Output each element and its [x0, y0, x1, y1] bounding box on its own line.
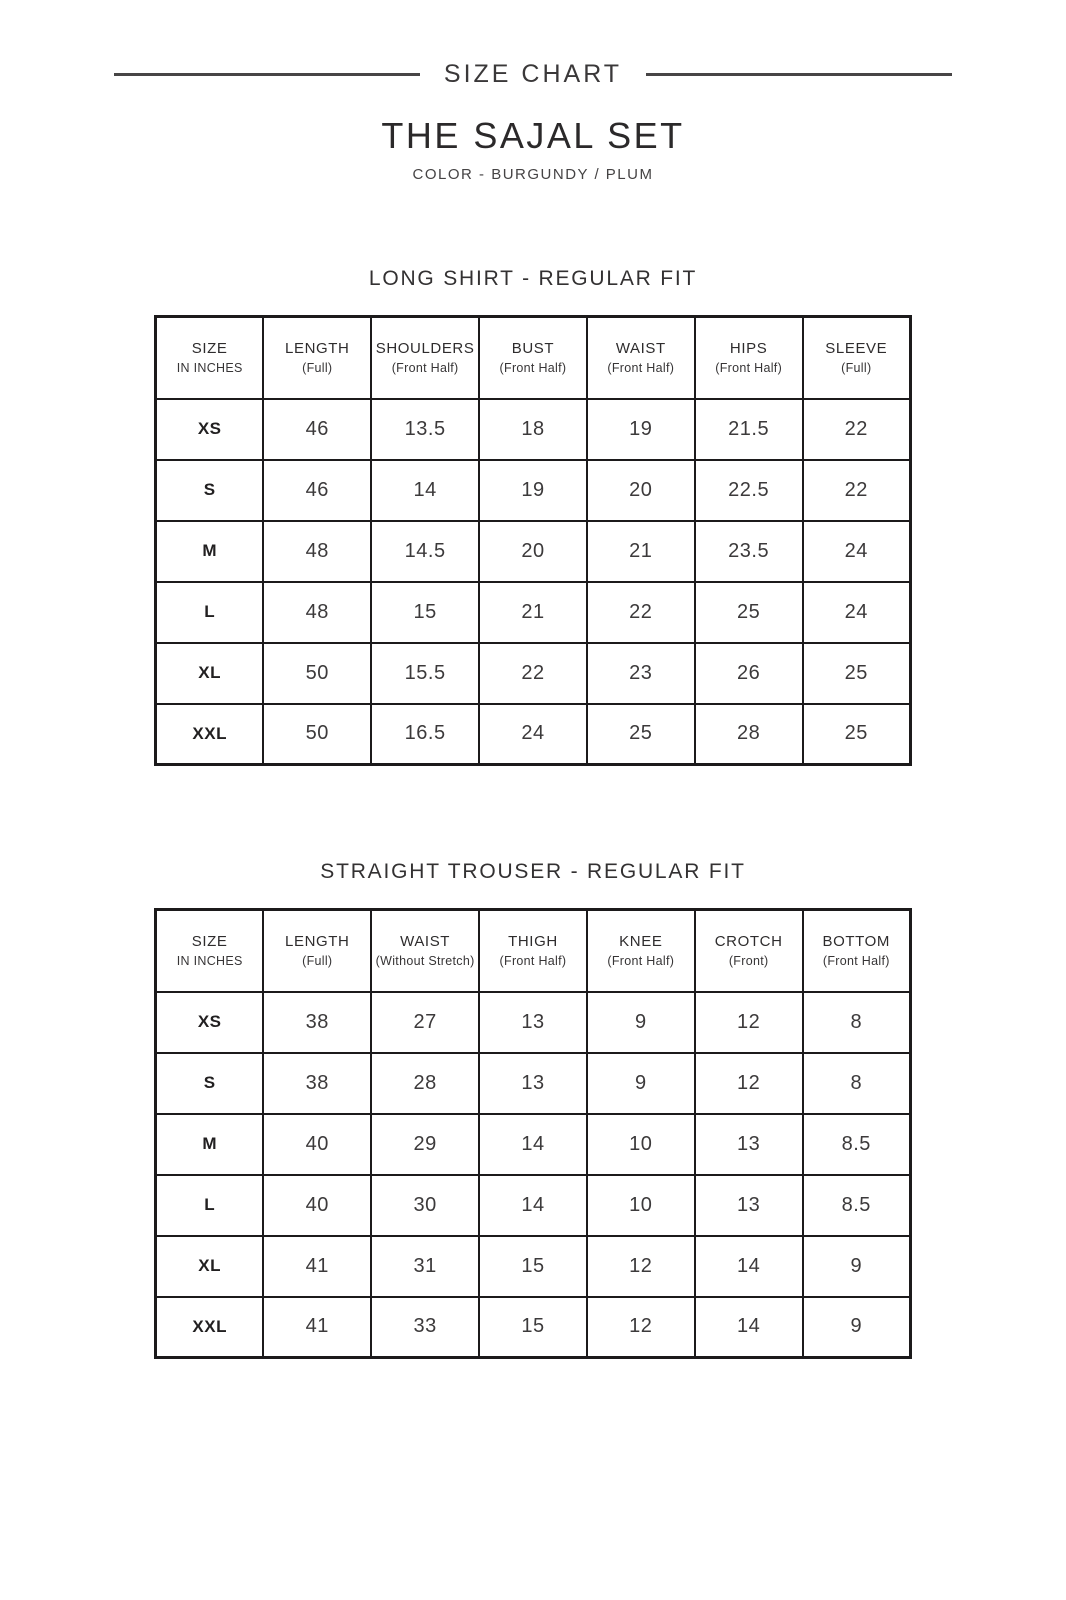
column-label: LENGTH: [285, 340, 350, 358]
column-subtext: (Front Half): [822, 954, 890, 969]
column-label: SIZE: [191, 340, 228, 358]
measurement-cell: 21: [587, 521, 695, 582]
size-label: XS: [156, 399, 264, 460]
column-header: [371, 317, 479, 399]
measurement-cell: 9: [587, 1053, 695, 1114]
measurement-cell: 48: [263, 521, 371, 582]
column-header: [803, 317, 911, 399]
measurement-cell: 13: [695, 1114, 803, 1175]
measurement-cell: 8: [803, 992, 911, 1053]
measurement-cell: 18: [479, 399, 587, 460]
measurement-cell: 40: [263, 1114, 371, 1175]
measurement-cell: 9: [803, 1297, 911, 1358]
column-subtext: (Without Stretch): [375, 954, 475, 969]
table-row: [156, 643, 911, 704]
column-header: [587, 317, 695, 399]
measurement-cell: 25: [803, 643, 911, 704]
measurement-cell: 31: [371, 1236, 479, 1297]
column-subtext: (Front Half): [499, 361, 567, 376]
measurement-cell: 19: [587, 399, 695, 460]
measurement-cell: 48: [263, 582, 371, 643]
column-header: [371, 910, 479, 992]
measurement-cell: 19: [479, 460, 587, 521]
measurement-cell: 23.5: [695, 521, 803, 582]
size-label: L: [156, 1175, 264, 1236]
measurement-cell: 46: [263, 460, 371, 521]
measurement-cell: 13: [479, 1053, 587, 1114]
column-subtext: IN INCHES: [176, 361, 243, 376]
column-subtext: (Front Half): [715, 361, 783, 376]
column-subtext: (Front Half): [607, 954, 675, 969]
column-label: WAIST: [615, 340, 666, 358]
column-label: KNEE: [619, 933, 663, 951]
measurement-cell: 13: [479, 992, 587, 1053]
measurement-cell: 26: [695, 643, 803, 704]
measurement-cell: 23: [587, 643, 695, 704]
size-chart-banner: [0, 60, 1066, 89]
measurement-cell: 14: [695, 1236, 803, 1297]
size-label: XS: [156, 992, 264, 1053]
column-subtext: (Front Half): [499, 954, 567, 969]
measurement-cell: 14.5: [371, 521, 479, 582]
table-row: [156, 1297, 911, 1358]
measurement-cell: 25: [803, 704, 911, 765]
measurement-cell: 22: [803, 399, 911, 460]
measurement-cell: 24: [479, 704, 587, 765]
measurement-cell: 41: [263, 1236, 371, 1297]
size-label: XL: [156, 1236, 264, 1297]
measurement-cell: 8.5: [803, 1114, 911, 1175]
measurement-cell: 14: [479, 1114, 587, 1175]
column-header: [479, 910, 587, 992]
table-row: [156, 1175, 911, 1236]
long-shirt-size-table: [154, 315, 912, 766]
size-label: S: [156, 460, 264, 521]
column-label: BOTTOM: [822, 933, 891, 951]
measurement-cell: 28: [371, 1053, 479, 1114]
measurement-cell: 9: [587, 992, 695, 1053]
measurement-cell: 38: [263, 992, 371, 1053]
measurement-cell: 14: [479, 1175, 587, 1236]
size-label: XXL: [156, 1297, 264, 1358]
measurement-cell: 16.5: [371, 704, 479, 765]
measurement-cell: 12: [695, 992, 803, 1053]
table-row: [156, 1114, 911, 1175]
column-header: [263, 910, 371, 992]
column-header: [695, 910, 803, 992]
column-label: SHOULDERS: [375, 340, 475, 358]
measurement-cell: 25: [695, 582, 803, 643]
column-subtext: (Front Half): [607, 361, 675, 376]
measurement-cell: 10: [587, 1175, 695, 1236]
size-chart-label: SIZE CHART: [443, 60, 623, 88]
measurement-cell: 40: [263, 1175, 371, 1236]
product-title: THE SAJAL SET: [381, 115, 685, 156]
measurement-cell: 27: [371, 992, 479, 1053]
measurement-cell: 20: [587, 460, 695, 521]
header-row: [156, 317, 911, 399]
measurement-cell: 8.5: [803, 1175, 911, 1236]
column-subtext: IN INCHES: [176, 954, 243, 969]
measurement-cell: 22: [803, 460, 911, 521]
measurement-cell: 25: [587, 704, 695, 765]
table-row: [156, 1053, 911, 1114]
column-label: HIPS: [729, 340, 768, 358]
measurement-cell: 15: [479, 1297, 587, 1358]
measurement-cell: 22: [587, 582, 695, 643]
long-shirt-section: [154, 267, 912, 766]
right-rule-line: [646, 73, 952, 76]
table-row: [156, 582, 911, 643]
measurement-cell: 20: [479, 521, 587, 582]
measurement-cell: 10: [587, 1114, 695, 1175]
measurement-cell: 38: [263, 1053, 371, 1114]
measurement-cell: 21: [479, 582, 587, 643]
measurement-cell: 50: [263, 704, 371, 765]
table-row: [156, 992, 911, 1053]
column-label: THIGH: [508, 933, 558, 951]
column-header: [803, 910, 911, 992]
measurement-cell: 46: [263, 399, 371, 460]
measurement-cell: 24: [803, 582, 911, 643]
measurement-cell: 13.5: [371, 399, 479, 460]
header-row: [156, 910, 911, 992]
measurement-cell: 8: [803, 1053, 911, 1114]
column-label: BUST: [511, 340, 555, 358]
column-label: CROTCH: [714, 933, 783, 951]
straight-trouser-table-title: STRAIGHT TROUSER - REGULAR FIT: [320, 860, 746, 883]
measurement-cell: 33: [371, 1297, 479, 1358]
measurement-cell: 12: [587, 1297, 695, 1358]
left-rule-line: [114, 73, 420, 76]
straight-trouser-size-table: [154, 908, 912, 1359]
measurement-cell: 15: [479, 1236, 587, 1297]
size-label: XL: [156, 643, 264, 704]
size-label: XXL: [156, 704, 264, 765]
measurement-cell: 29: [371, 1114, 479, 1175]
column-subtext: (Full): [302, 361, 333, 376]
measurement-cell: 9: [803, 1236, 911, 1297]
measurement-cell: 15.5: [371, 643, 479, 704]
measurement-cell: 24: [803, 521, 911, 582]
measurement-cell: 28: [695, 704, 803, 765]
measurement-cell: 50: [263, 643, 371, 704]
table-row: [156, 521, 911, 582]
column-subtext: (Full): [841, 361, 872, 376]
measurement-cell: 15: [371, 582, 479, 643]
column-header: [695, 317, 803, 399]
size-label: M: [156, 521, 264, 582]
measurement-cell: 22: [479, 643, 587, 704]
measurement-cell: 14: [695, 1297, 803, 1358]
table-row: [156, 460, 911, 521]
column-header: [479, 317, 587, 399]
column-label: SLEEVE: [825, 340, 888, 358]
column-subtext: (Front Half): [391, 361, 459, 376]
measurement-cell: 30: [371, 1175, 479, 1236]
column-header: [156, 910, 264, 992]
measurement-cell: 21.5: [695, 399, 803, 460]
table-row: [156, 399, 911, 460]
column-label: SIZE: [191, 933, 228, 951]
straight-trouser-section: [154, 860, 912, 1359]
column-label: LENGTH: [285, 933, 350, 951]
measurement-cell: 13: [695, 1175, 803, 1236]
table-row: [156, 704, 911, 765]
measurement-cell: 12: [587, 1236, 695, 1297]
color-subtitle: COLOR - BURGUNDY / PLUM: [412, 166, 654, 183]
measurement-cell: 22.5: [695, 460, 803, 521]
long-shirt-table-title: LONG SHIRT - REGULAR FIT: [368, 267, 698, 290]
size-label: L: [156, 582, 264, 643]
size-label: M: [156, 1114, 264, 1175]
measurement-cell: 14: [371, 460, 479, 521]
measurement-cell: 41: [263, 1297, 371, 1358]
column-subtext: (Full): [302, 954, 333, 969]
column-label: WAIST: [400, 933, 451, 951]
column-subtext: (Front): [728, 954, 769, 969]
column-header: [263, 317, 371, 399]
measurement-cell: 12: [695, 1053, 803, 1114]
column-header: [587, 910, 695, 992]
document-header: [0, 0, 1066, 183]
column-header: [156, 317, 264, 399]
table-row: [156, 1236, 911, 1297]
size-label: S: [156, 1053, 264, 1114]
